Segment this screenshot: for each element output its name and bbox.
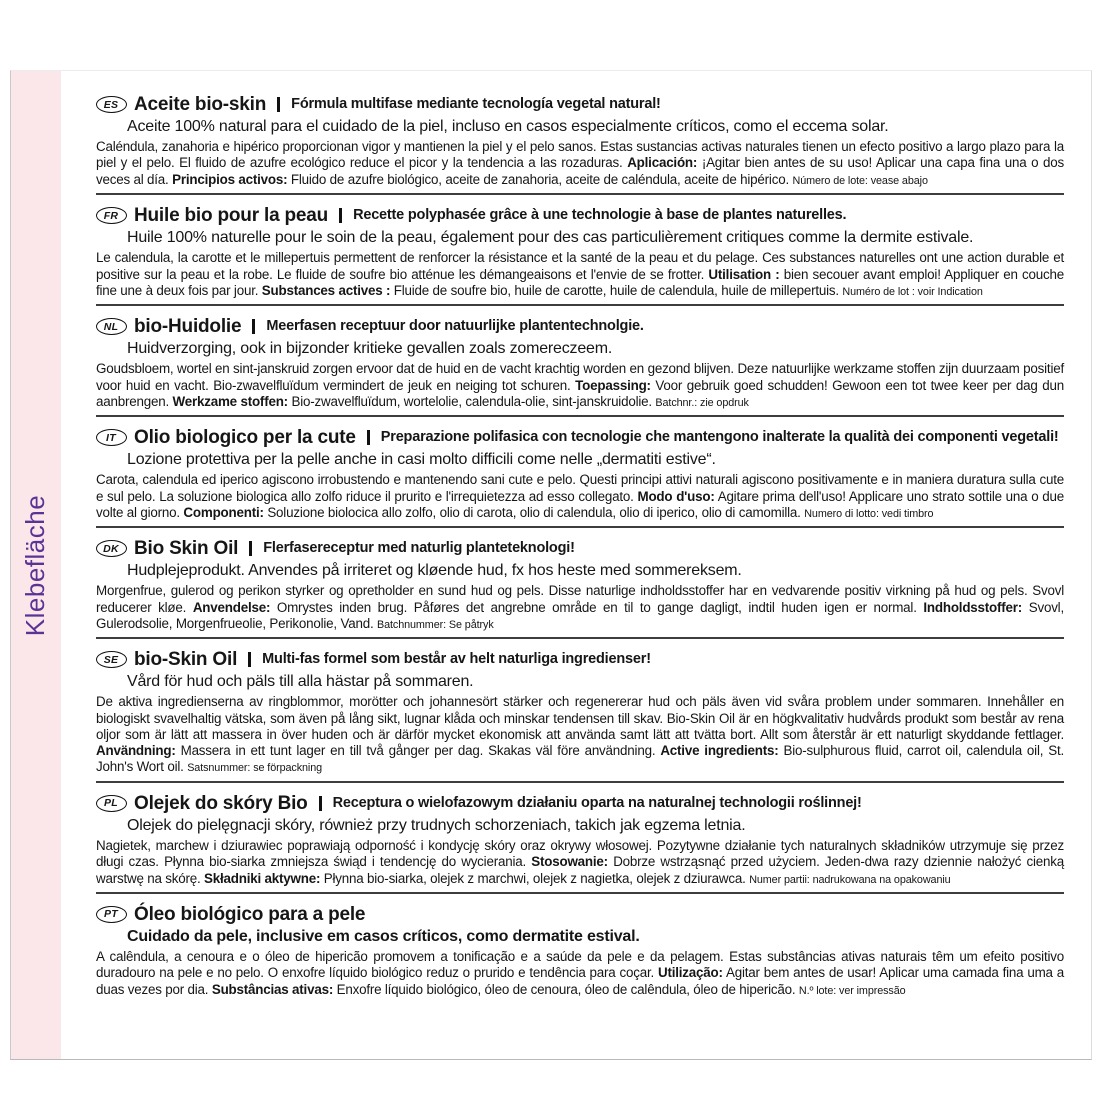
section-header [96, 206, 1064, 225]
title-separator-bar [339, 208, 342, 223]
body-text-run: Werkzame stoffen: [172, 393, 288, 409]
section-body [96, 139, 1064, 188]
section-divider [96, 781, 1064, 783]
body-text-run: bien secouer avant emploi! Appliquer en couche fine une à deux fois par jour. [96, 266, 1064, 298]
lang-section-pl [96, 794, 1064, 894]
title-separator-bar [252, 319, 255, 334]
title-separator-bar [249, 541, 252, 556]
body-text-run: Bio-sulphurous fluid, carrot oil, calendula oil, St. John's Wort oil. [96, 743, 1065, 775]
body-text-run: Toepassing: [575, 377, 651, 393]
section-header [96, 539, 1064, 558]
body-text-run: Componenti: [183, 504, 264, 520]
body-text-run: Morgenfrue, gulerod og perikon styrker og opretholder en sund hud og pels. Disse naturlige indholdsstoffer har en vedvarende positiv virkning på hud og pels. Svovl reducerer kløe. [96, 583, 1064, 615]
section-divider [96, 637, 1064, 639]
body-text-run: Nagietek, marchew i dziurawiec poprawiają odporność i kondycję skóry oraz okrywy włosowej. Pozytywne działanie tych naturalnych składników utrzymuje się przez długi czas. Płynna bio-siarka zmniejsza świąd i tendencję do wycierania. [96, 837, 1064, 870]
section-body [96, 583, 1064, 632]
batch-number-note: Numer partii: nadrukowana na opakowaniu [749, 873, 951, 886]
section-header [96, 794, 1064, 813]
section-claim: Recette polyphasée grâce à une technologie à base de plantes naturelles. [353, 207, 847, 224]
body-text-run: Goudsbloem, wortel en sint-janskruid zorgen ervoor dat de huid en de vacht krachtig worden en gezond blijven. Deze natuurlijke werkzame stoffen zijn duurzaam positief voor huid en vacht. Bio-zwavelfluïdum vermindert de jeuk en neiging tot schuren. [96, 361, 1064, 393]
section-body [96, 250, 1064, 299]
batch-number-note: Satsnummer: se förpackning [187, 762, 323, 775]
section-subtitle: Aceite 100% natural para el cuidado de la piel, incluso en casos especialmente críticos, como el eccema solar. [127, 118, 889, 135]
product-label-sheet [10, 70, 1092, 1060]
language-badge-nl: NL [96, 318, 127, 335]
section-body [96, 361, 1064, 410]
lang-section-se [96, 650, 1064, 783]
body-text-run: Massera in ett tunt lager en till två gånger per dag. Skakas väl före användning. [175, 743, 661, 759]
body-text-run: Bio-zwavelfluïdum, wortelolie, calendula-olie, sint-janskruidolie. [287, 393, 656, 409]
language-badge-fr: FR [96, 207, 127, 224]
section-header [96, 650, 1064, 669]
body-text-run: Caléndula, zanahoria e hipérico proporcionan vigor y mantienen la piel y el pelo sanos. Estas sustancias activas naturales tienen un efecto positivo a largo plazo para la piel y el pelo. El fluido de azufre ecológico reduce el picor y la tendencia a las rozaduras. [96, 139, 1064, 171]
lang-section-it [96, 428, 1064, 528]
body-text-run: Le calendula, la carotte et le millepertuis permettent de renforcer la résistance et la santé de la peau et du pelage. Ces substances naturelles ont une action durable et positive sur la peau et la robe. Le fluide de soufre bio atténue les démangeaisons et l'envie de se frotter. [96, 250, 1064, 282]
body-text-run: Användning: [96, 743, 176, 759]
section-claim: Preparazione polifasica con tecnologie che mantengono inalterate la qualità dei componenti vegetali! [380, 429, 1059, 446]
section-divider [96, 892, 1064, 894]
section-header [96, 428, 1064, 447]
batch-number-note: N.º lote: ver impressão [798, 984, 906, 997]
section-body [96, 472, 1064, 521]
lang-section-nl [96, 317, 1064, 417]
body-text-run: Omrystes inden brug. Påføres det angrebne område en til to gange dagligt, indtil huden igen er normal. [270, 599, 924, 615]
body-text-run: Stosowanie: [531, 854, 608, 870]
label-content [96, 71, 1064, 1003]
section-divider [96, 193, 1064, 195]
section-title: Olio biologico per la cute [134, 427, 356, 449]
section-subtitle: Huile 100% naturelle pour le soin de la peau, également pour des cas particulièrement critiques comme la dermite estivale. [127, 229, 974, 247]
language-badge-es: ES [96, 96, 127, 113]
section-body [96, 838, 1064, 887]
section-title: Huile bio pour la peau [134, 205, 329, 227]
batch-number-note: Número de lote: vease abajo [792, 174, 928, 187]
batch-number-note: Batchnr.: zie opdruk [655, 396, 749, 409]
body-text-run: Svovl, Gulerodsolie, Morgenfrueolie, Perikonolie, Vand. [96, 599, 1064, 631]
section-title: Óleo biológico para a pele [134, 903, 366, 925]
section-claim: Meerfasen receptuur door natuurlijke plantentechnolgie. [266, 318, 644, 335]
lang-section-es [96, 95, 1064, 195]
section-header [96, 95, 1064, 114]
section-header [96, 905, 1064, 924]
section-title: Aceite bio-skin [134, 94, 267, 115]
lang-section-fr [96, 206, 1064, 306]
section-subtitle: Vård för hud och päls till alla hästar på sommaren. [127, 673, 474, 691]
language-badge-se: SE [96, 651, 127, 668]
adhesive-strip [11, 71, 61, 1059]
body-text-run: Płynna bio-siarka, olejek z marchwi, olejek z nagietka, olejek z dziurawca. [320, 870, 750, 886]
body-text-run: Voor gebruik goed schudden! Gewoon een tot twee keer per dag dun aanbrengen. [96, 377, 1064, 409]
body-text-run: Fluido de azufre biológico, aceite de zanahoria, aceite de caléndula, aceite de hipérico. [287, 171, 793, 187]
title-separator-bar [319, 796, 322, 811]
section-title: Bio Skin Oil [134, 538, 239, 560]
body-text-run: Utilisation : [708, 266, 780, 282]
body-text-run: Fluide de soufre bio, huile de carotte, huile de calendula, huile de millepertuis. [390, 282, 843, 298]
section-divider [96, 415, 1064, 417]
adhesive-strip-label: Klebefläche [20, 494, 51, 636]
section-claim: Multi-fas formel som består av helt naturliga ingredienser! [262, 651, 651, 668]
body-text-run: A calêndula, a cenoura e o óleo de hipericão promovem a tonificação e a saúde da pele e da pelagem. Estas substâncias ativas naturais têm um efeito positivo duradouro na pele e no pelo. O enxofre líquido biológico reduz o prurido e tendência para coçar. [96, 948, 1064, 981]
body-text-run: Modo d'uso: [637, 488, 715, 504]
body-text-run: Agitar bem antes de usar! Aplicar uma camada fina uma a duas vezes por dia. [96, 965, 1064, 997]
body-text-run: Active ingredients: [660, 743, 779, 759]
body-text-run: Utilização: [658, 965, 723, 981]
body-text-run: Enxofre líquido biológico, óleo de cenoura, óleo de calêndula, óleo de hipericão. [333, 981, 799, 997]
batch-number-note: Numéro de lot : voir Indication [842, 285, 983, 298]
language-badge-pt: PT [96, 906, 127, 923]
section-header [96, 317, 1064, 336]
body-text-run: Principios activos: [172, 171, 288, 187]
body-text-run: Aplicación: [627, 155, 698, 171]
body-text-run: Substâncias ativas: [211, 981, 334, 997]
section-claim: Flerfasereceptur med naturlig planteteknologi! [263, 540, 575, 557]
section-title: Olejek do skóry Bio [134, 792, 308, 814]
body-text-run: Indholdsstoffer: [923, 599, 1023, 615]
body-text-run: Agitare prima dell'uso! Applicare uno strato sottile una o due volte al giorno. [96, 488, 1065, 520]
body-text-run: Soluzione biolocica allo zolfo, olio di carota, olio di calendula, olio di iperico, olio di camomilla. [263, 504, 805, 520]
batch-number-note: Batchnummer: Se påtryk [377, 618, 494, 631]
section-subtitle: Olejek do pielęgnacji skóry, również przy trudnych schorzeniach, takich jak egzema letnia. [127, 816, 746, 834]
language-badge-dk: DK [96, 540, 127, 557]
batch-number-note: Numero di lotto: vedi timbro [804, 507, 934, 520]
body-text-run: Składniki aktywne: [204, 870, 321, 886]
body-text-run: ¡Agitar bien antes de su uso! Aplicar una capa fina una o dos veces al día. [96, 155, 1064, 187]
title-separator-bar [277, 97, 280, 112]
section-title: bio-Huidolie [134, 316, 242, 338]
language-badge-it: IT [96, 429, 127, 446]
body-text-run: Anvendelse: [192, 599, 271, 615]
section-claim: Receptura o wielofazowym działaniu oparta na naturalnej technologii roślinnej! [332, 795, 862, 811]
body-text-run: Carota, calendula ed iperico agiscono irrobustendo e mantenendo sani cute e pelo. Questi principi attivi naturali agiscono positivamente e in maniera duratura sulla cute e sul pelo. La soluzione biologica allo zolfo riduce il prurito e l'irrequietezza ad esso collegato. [96, 472, 1064, 504]
lang-section-pt [96, 905, 1064, 998]
section-divider [96, 304, 1064, 306]
section-subtitle: Huidverzorging, ook in bijzonder kritieke gevallen zoals zomereczeem. [127, 340, 613, 358]
body-text-run: Dobrze wstrząsnąć przed użyciem. Jeden-dwa razy dziennie nałożyć cienką warstwę na skórę. [96, 854, 1064, 886]
section-body [96, 949, 1064, 998]
section-divider [96, 526, 1064, 528]
lang-section-dk [96, 539, 1064, 639]
section-subtitle: Lozione protettiva per la pelle anche in casi molto difficili come nelle „dermatiti estive“. [127, 451, 716, 469]
section-title: bio-Skin Oil [134, 649, 238, 671]
title-separator-bar [367, 430, 370, 445]
language-badge-pl: PL [96, 795, 127, 812]
body-text-run: Substances actives : [261, 282, 391, 298]
section-subtitle: Hudplejeprodukt. Anvendes på irriteret og kløende hud, fx hos heste med sommereksem. [127, 562, 742, 580]
section-subtitle: Cuidado da pele, inclusive em casos críticos, como dermatite estival. [127, 927, 640, 945]
body-text-run: De aktiva ingredienserna av ringblommor, morötter och johannesört stärker och regenererar hud och päls även vid svåra problem under sommaren. Innehåller en biologiskt svavelhaltig vätska, som även på lång sikt, lugnar klåda och minskar tendensen till skav. Bio-Skin Oil är en högkvalitativ hudvårds produkt som består av rena oljor som är lätt att massera in över huden och är därför mycket ekonomisk att använda samt lätt att tvätta bort. Allt som återstår är ett naturligt skyddande fettlager. [96, 694, 1064, 742]
section-claim: Fórmula multifase mediante tecnología vegetal natural! [291, 96, 661, 113]
title-separator-bar [248, 652, 251, 667]
section-body [96, 694, 1064, 775]
